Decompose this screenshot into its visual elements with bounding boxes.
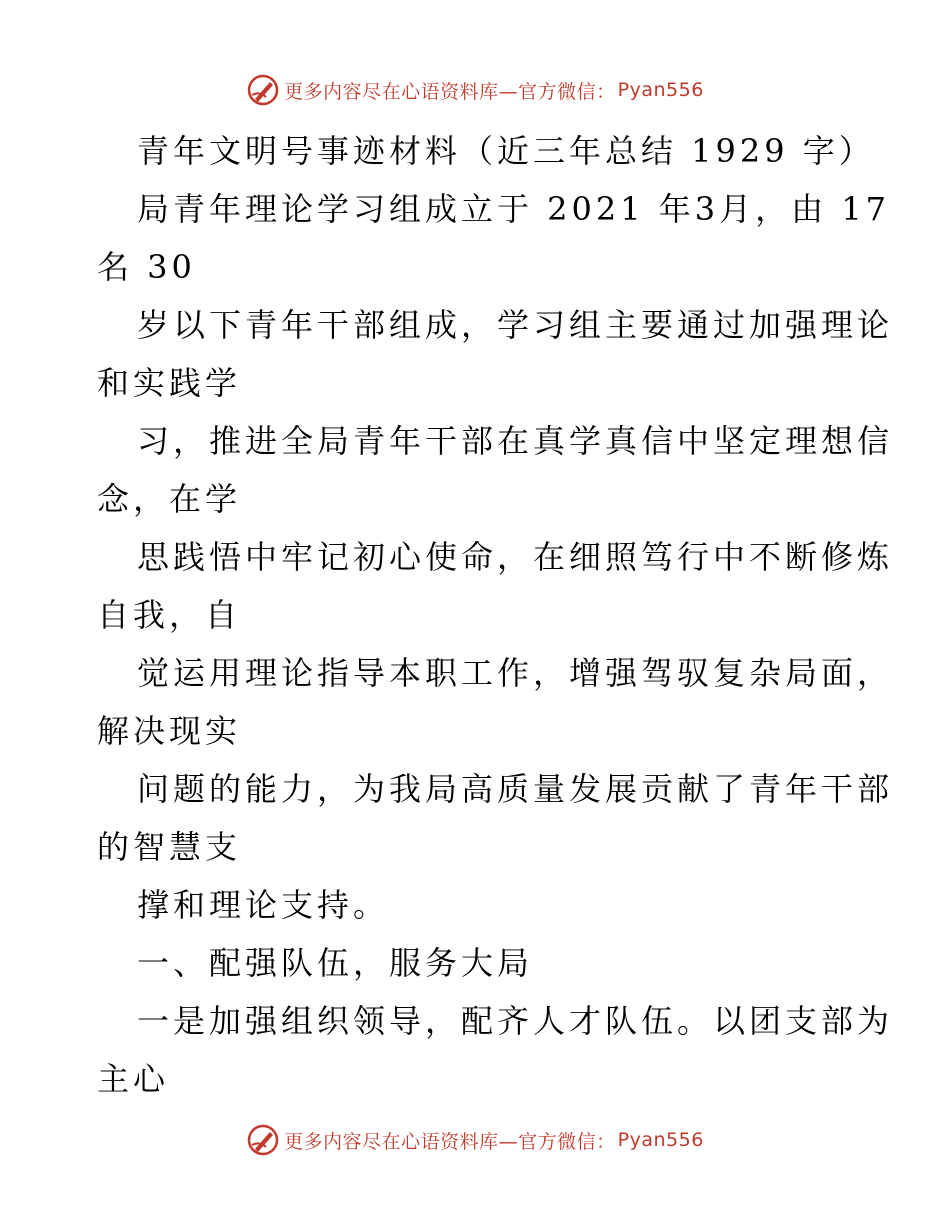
doc-line: 主心 [97, 1060, 170, 1098]
doc-line: 青年文明号事迹材料（近三年总结 1929 字） [137, 132, 875, 170]
doc-line: 思践悟中牢记初心使命，在细照笃行中不断修炼 [137, 538, 894, 576]
banner-wechat-id: Pyan556 [617, 1129, 704, 1151]
doc-line: 觉运用理论指导本职工作，增强驾驭复杂局面， [137, 654, 894, 692]
header-banner [0, 70, 950, 110]
doc-line: 一、配强队伍，服务大局 [137, 944, 534, 982]
doc-line: 局青年理论学习组成立于 2021 年3月，由 17 [137, 190, 891, 228]
doc-line: 问题的能力，为我局高质量发展贡献了青年干部 [137, 770, 894, 808]
doc-line: 一是加强组织领导，配齐人才队伍。以团支部为 [137, 1002, 894, 1040]
doc-line: 和实践学 [97, 364, 242, 402]
doc-line: 撑和理论支持。 [137, 886, 390, 924]
doc-line: 习，推进全局青年干部在真学真信中坚定理想信 [137, 422, 894, 460]
doc-line: 岁以下青年干部组成，学习组主要通过加强理论 [137, 306, 894, 344]
doc-line: 解决现实 [97, 712, 242, 750]
banner-text: 更多内容尽在心语资料库—官方微信： [284, 80, 616, 103]
pen-logo-icon [246, 73, 280, 107]
pen-logo-icon [246, 1123, 280, 1157]
banner-wechat-id: Pyan556 [617, 79, 704, 101]
doc-line: 的智慧支 [97, 828, 242, 866]
document-body [97, 122, 894, 1108]
doc-line: 念，在学 [97, 480, 242, 518]
footer-banner [0, 1120, 950, 1160]
doc-line: 自我，自 [97, 596, 242, 634]
doc-line: 名 30 [97, 248, 196, 286]
banner-text: 更多内容尽在心语资料库—官方微信： [284, 1130, 616, 1153]
